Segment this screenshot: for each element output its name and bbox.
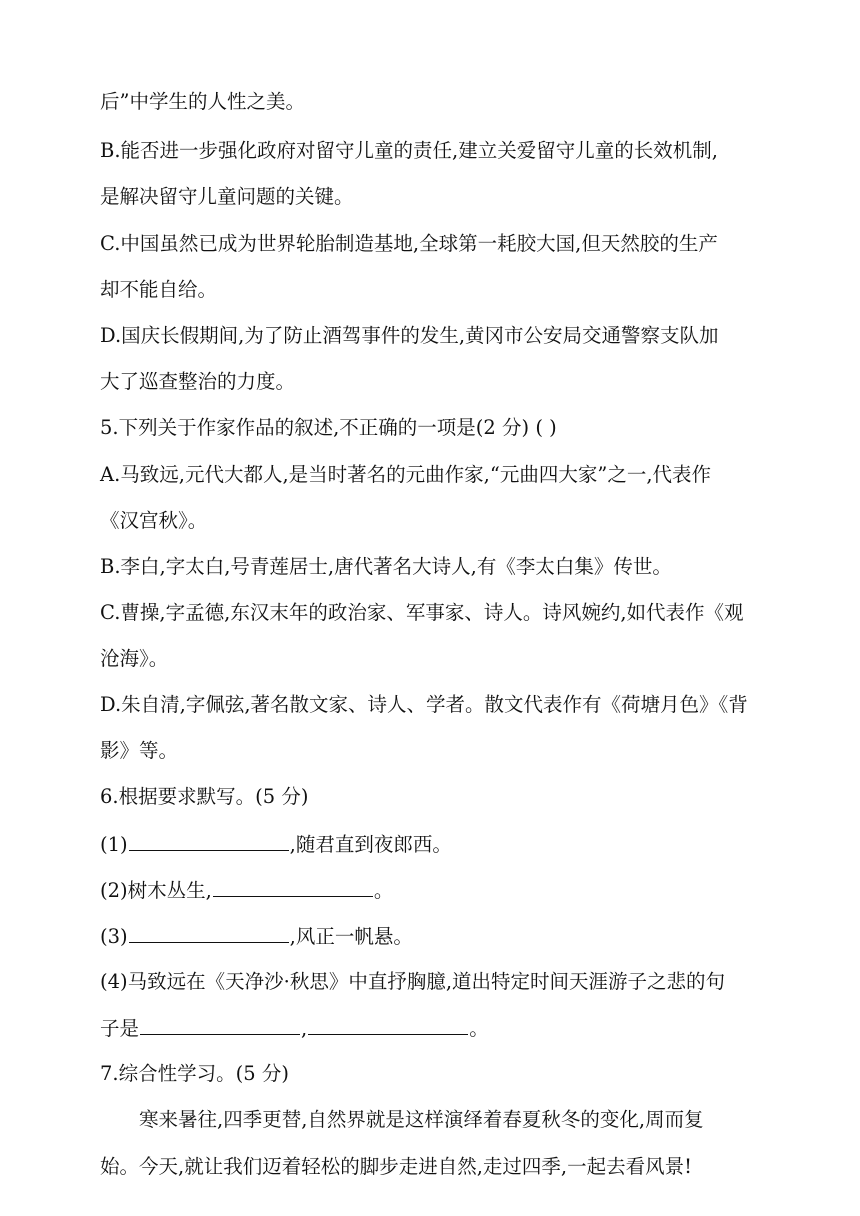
answer-blank[interactable] [308, 1014, 468, 1035]
answer-blank[interactable] [140, 1014, 300, 1035]
q6-item-3-prefix: (3) [100, 925, 128, 948]
question-6-title: 6.根据要求默写。(5 分) [100, 785, 309, 808]
q5-option-d-line-2: 影》等。 [100, 739, 179, 762]
q6-item-3 [100, 922, 413, 950]
q6-item-1-suffix: ,随君直到夜郎西。 [289, 833, 452, 856]
q5-option-a-line-2: 《汉宫秋》。 [100, 509, 208, 532]
passage-line-2: 始。今天,就让我们迈着轻松的脚步走进自然,走过四季,一起去看风景! [100, 1155, 692, 1178]
answer-blank[interactable] [129, 830, 289, 851]
option-c-line-2: 却不能自给。 [100, 278, 218, 301]
passage-line-1: 寒来暑往,四季更替,自然界就是这样演绎着春夏秋冬的变化,周而复 [139, 1108, 704, 1131]
text-line: 后”中学生的人性之美。 [100, 90, 305, 113]
q6-item-1 [100, 830, 452, 858]
q6-item-2-suffix: 。 [373, 879, 394, 902]
q5-option-a-line-1: A.马致远,元代大都人,是当时著名的元曲作家,“元曲四大家”之一,代表作 [100, 463, 712, 486]
q6-item-1-prefix: (1) [100, 833, 128, 856]
q6-item-4-line-2 [100, 1014, 489, 1042]
q6-item-4-prefix: 子是 [100, 1017, 140, 1040]
question-5-title: 5.下列关于作家作品的叙述,不正确的一项是(2 分) ( ) [100, 416, 557, 439]
answer-blank[interactable] [129, 922, 289, 943]
option-d-line-2: 大了巡查整治的力度。 [100, 370, 296, 393]
q5-option-c-line-2: 沧海》。 [100, 647, 169, 670]
q6-item-2-prefix: (2)树木丛生, [100, 879, 212, 902]
q5-option-d-line-1: D.朱自清,字佩弦,著名散文家、诗人、学者。散文代表作有《荷塘月色》《背 [100, 693, 748, 716]
option-b-line-1: B.能否进一步强化政府对留守儿童的责任,建立关爱留守儿童的长效机制, [100, 139, 718, 162]
option-b-line-2: 是解决留守儿童问题的关键。 [100, 185, 354, 208]
question-7-title: 7.综合性学习。(5 分) [100, 1062, 289, 1085]
q6-item-2 [100, 876, 393, 904]
q6-item-3-suffix: ,风正一帆悬。 [289, 925, 413, 948]
q6-item-4-middle: , [301, 1017, 308, 1040]
q6-item-4-suffix: 。 [469, 1017, 489, 1040]
option-d-line-1: D.国庆长假期间,为了防止酒驾事件的发生,黄冈市公安局交通警察支队加 [100, 324, 719, 347]
option-c-line-1: C.中国虽然已成为世界轮胎制造基地,全球第一耗胶大国,但天然胶的生产 [100, 232, 718, 255]
q5-option-b: B.李白,字太白,号青莲居士,唐代著名大诗人,有《李太白集》传世。 [100, 555, 672, 578]
q6-item-4-line-1: (4)马致远在《天净沙·秋思》中直抒胸臆,道出特定时间天涯游子之悲的句 [100, 970, 726, 993]
q5-option-c-line-1: C.曹操,字孟德,东汉末年的政治家、军事家、诗人。诗风婉约,如代表作《观 [100, 601, 744, 624]
answer-blank[interactable] [213, 876, 373, 897]
